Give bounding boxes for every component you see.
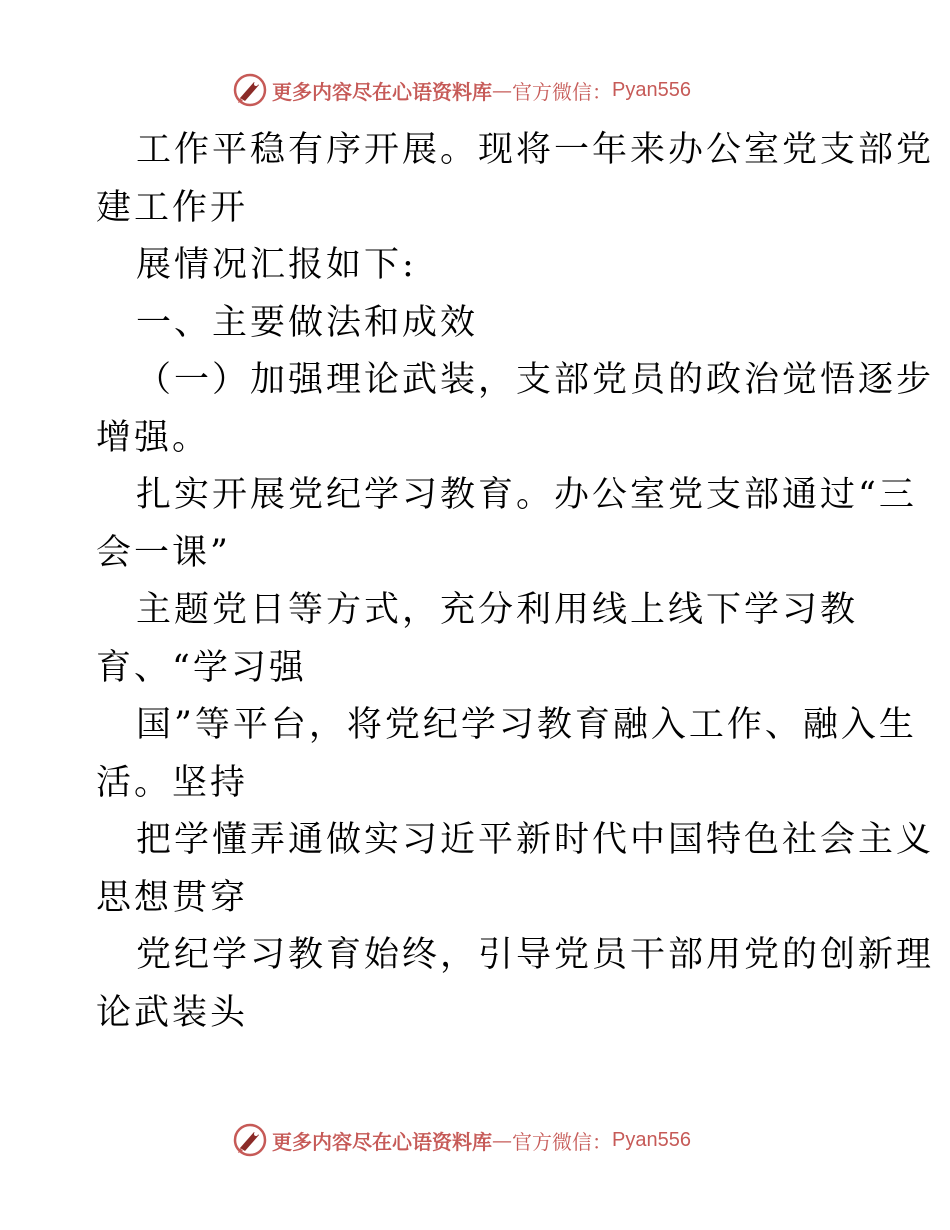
pen-logo-icon <box>232 72 268 108</box>
text-line: 展情况汇报如下: <box>136 245 417 285</box>
watermark-separator: — <box>492 1128 512 1152</box>
text-line: 国”等平台，将党纪学习教育融入工作、融入生 <box>136 705 917 745</box>
text-line: 活。坚持 <box>96 762 249 803</box>
text-line: 育、“学习强 <box>96 647 307 688</box>
watermark-text: 更多内容尽在心语资料库 <box>272 79 492 104</box>
text-line: 主题党日等方式，充分利用线上线下学习教 <box>136 590 859 630</box>
pen-logo-icon <box>232 1122 268 1158</box>
subsection-heading: （一）加强理论武装，支部党员的政治觉悟逐步 <box>136 360 935 400</box>
section-heading: 一、主要做法和成效 <box>136 302 479 343</box>
watermark-separator: — <box>492 78 512 102</box>
text-line: 把学懂弄通做实习近平新时代中国特色社会主义 <box>136 820 935 860</box>
text-line: 论武装头 <box>96 992 249 1033</box>
watermark-wechat-id: Pyan556 <box>612 78 691 101</box>
text-line: 思想贯穿 <box>96 877 249 918</box>
watermark-wechat-label: 官方微信： <box>512 79 612 104</box>
watermark-wechat-label: 官方微信： <box>512 1129 612 1154</box>
text-line: 会一课” <box>96 532 231 573</box>
watermark-wechat-id: Pyan556 <box>612 1128 691 1151</box>
header-watermark <box>232 70 691 110</box>
text-line: 增强。 <box>96 417 211 458</box>
text-line: 扎实开展党纪学习教育。办公室党支部通过“三 <box>136 475 917 515</box>
document-body <box>96 122 935 1042</box>
footer-watermark <box>232 1120 691 1160</box>
text-line: 建工作开 <box>96 187 249 228</box>
watermark-text: 更多内容尽在心语资料库 <box>272 1129 492 1154</box>
text-line: 工作平稳有序开展。现将一年来办公室党支部党 <box>136 130 935 170</box>
text-line: 党纪学习教育始终，引导党员干部用党的创新理 <box>136 935 935 975</box>
